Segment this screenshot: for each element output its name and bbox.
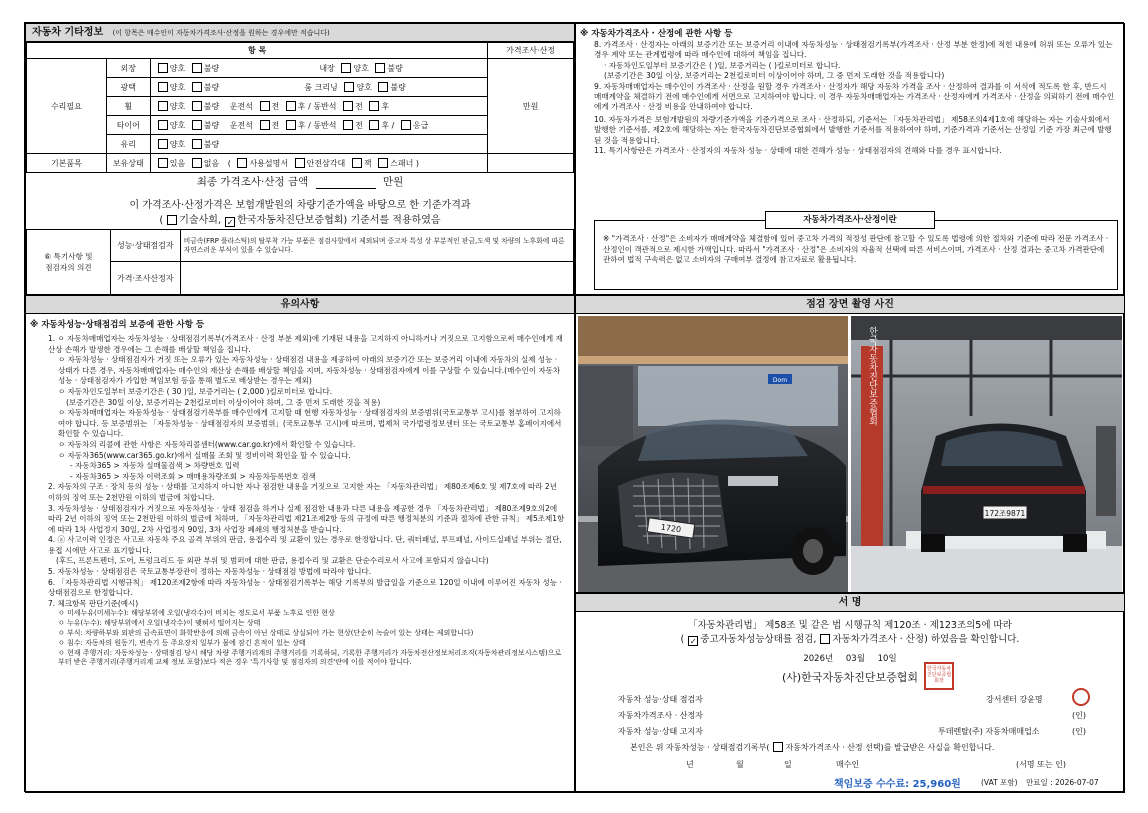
checkbox-condition-check[interactable]: ✓ [689, 637, 697, 646]
checkbox-bad[interactable] [375, 63, 385, 73]
note-7-sub-1: ㅇ 누유(누수): 해당부위에서 오일(냉각수)이 맺혀서 떨어지는 상태 [58, 619, 261, 628]
opt-label: 잭 [363, 158, 372, 168]
row-exterior [150, 59, 487, 78]
basis-line1: 이 가격조사·산정가격은 보험개발원의 차량기준가액을 바탕으로 한 기준가격과 [129, 200, 471, 211]
row-label-interior: 내장 [319, 63, 335, 73]
sign-row-notifier-name: 투데렌탈(주) 자동차매매업소 [938, 727, 1040, 736]
checkbox-rear[interactable] [369, 101, 379, 111]
checkbox-front[interactable] [260, 120, 270, 130]
note-2: 2. 자동차의 구조 · 장치 등의 성능 · 상태를 고지하지 아니한 자나 점검한 내용을 거짓으로 고지한 자는 「자동차관리법」 제80조제6호 및 제7호에 따라 2년 이하의 징역 또는 2천만원 이하의 벌금에 처합니다. [48, 482, 557, 502]
row-label-glass: 유리 [106, 135, 150, 154]
price-terms-title: ※ 자동차가격조사 · 산정에 관한 사항 등 [580, 29, 733, 39]
checkbox-spare[interactable] [401, 120, 411, 130]
checkbox-good[interactable] [158, 63, 168, 73]
inspection-photo-rear [851, 316, 1122, 592]
note-1: 1. ㅇ 자동차매매업자는 자동차성능 · 상태점검기록부(가격조사 · 산정 부분 제외)에 기재된 내용을 고지하지 아니하거나 거짓으로 고지함으로써 매수인에게 재산상 손해가 발생한 경우에는 그 손해를 배상할 책임을 집니다. [48, 334, 563, 354]
checkbox-jack[interactable] [352, 158, 362, 168]
note-1-sub-0: ㅇ 자동차성능 · 상태점검자가 거짓 또는 오류가 있는 자동차성능 · 상태점검 내용을 제공하여 아래의 보증기간 또는 보증거리 이내에 자동차의 실제 성능 · 상태가 다른 경우, 자동차매매업자는 매수인의 재산상 손해를 배상할 책임을 지며, 자동차성능 · 상태점검자에게 이를 구상할 수 있습니다.(매수인이 자동차성능 · 상태점검자가 가입한 책임보험 등을 통해 별도로 배상받는 경우는 제외) [58, 355, 561, 386]
price-term-8: 8. 가격조사 · 산정자는 아래의 보증기간 또는 보증거리 이내에 자동차성능 · 상태점검기록부(가격조사 · 산정 부분 한정)에 적힌 내용에 허위 또는 오류가 있는 경우 계약 또는 관계법령에 따라 매수인에 대하여 책임을 집니다. [594, 40, 1113, 60]
checkbox-triangle[interactable] [295, 158, 305, 168]
checkbox-bad[interactable] [378, 82, 388, 92]
price-definition-box [594, 215, 1118, 290]
inspector-opinion: 비금속(FRP 플라스틱)의 탈부착 가능 부품은 점검사항에서 제외되며 중고차 특성 상 부분적인 판금,도색 및 차량의 노후화에 따른 자연스러운 부식이 있을 수 있습니다. [180, 230, 573, 262]
store-sign-text: Dom [772, 377, 788, 384]
opt-label: 전 [355, 120, 363, 130]
checkbox-manual[interactable] [237, 158, 247, 168]
price-inspector-label: 가격·조사산정자 [110, 262, 180, 295]
buyer-month: 월 [736, 760, 744, 769]
sign-row-inspector-label: 자동차 성능·상태 점검자 [618, 695, 703, 704]
final-price-unit: 만원 [382, 176, 404, 188]
final-price-label: 최종 가격조사·산정 금액 [196, 176, 309, 188]
opt-label: 후 [381, 101, 390, 111]
price-term-11: 11. 특기사항란은 가격조사 · 산정자의 자동차 성능 · 상태에 대한 견해가 성능 · 상태점검자의 견해와 다를 경우 표시합니다. [594, 146, 1002, 156]
plate-rear: 172조9871 [984, 509, 1026, 518]
note-7-sub-4: ㅇ 현재 주행거리: 자동차성능 · 상태점검 당시 해당 차량 주행거리계의 주행거리를 기록하되, 기록한 주행거리가 자동차전산정보처리조직(자동차관리정보시스템)으로부터 받은 주행거리(주행거리계 교체 정보 포함)보다 적은 경우 '특기사항 및 점검자의 의견'란에 이를 적어야 합니다. [58, 648, 562, 667]
warranty-fee: 책임보증 수수료: 25,960원 [834, 779, 961, 790]
opt-label: 후 [297, 101, 306, 111]
photos-header: 점검 장면 촬영 사진 [576, 296, 1124, 314]
price-term-9: 9. 자동차매매업자는 매수인이 가격조사 · 산정을 원할 경우 가격조사 · 산정자가 해당 자동차 가격을 조사 · 산정하여 결과를 이 서식에 적도록 한 후, 반드시 매매계약을 체결하기 전에 매수인에게 서면으로 고지하여야 합니다. 이 경우 자동차매매업자는 가격조사 · 산정자에게 가격조사 · 산정을 의뢰하기 전에 매수인에게 가격조사 · 산정 비용을 안내하여야 합니다. [594, 81, 1115, 112]
warranty-fee-vat: (VAT 포함) [981, 778, 1018, 787]
checkbox-price-check[interactable] [820, 634, 830, 644]
vehicle-other-info-panel [25, 23, 575, 295]
note-1-sub-1: ㅇ 자동차인도일부터 보증기간은 ( 30 )일, 보증거리는 ( 2,000 )킬로미터로 합니다. [58, 386, 333, 396]
basis-line2 [26, 211, 574, 227]
price-definition-title: 자동차가격조사·산정이란 [765, 211, 935, 229]
opt-label: 양호 [169, 101, 186, 111]
checkbox-bad[interactable] [192, 63, 202, 73]
seat-label: 운전석 [229, 120, 253, 130]
opt-label: 자동차가격조사 · 산정) 하였음을 확인합니다. [832, 634, 1020, 645]
special-table [26, 229, 574, 295]
checkbox-rear[interactable] [286, 120, 296, 130]
sign-row-notifier-seal: (인) [1072, 727, 1086, 736]
buyer-label: 매수인 [836, 760, 860, 769]
opt-label: 양호 [169, 139, 186, 149]
opt-label: 불량 [387, 63, 403, 73]
row-label-room-cleaning: 룸 크리닝 [304, 82, 338, 92]
repair-table [26, 42, 574, 173]
checkbox-bad[interactable] [192, 101, 202, 111]
photo-rear-svg [851, 316, 1122, 592]
checkbox-good[interactable] [158, 101, 168, 111]
row-label-gloss: 광택 [106, 78, 150, 97]
sign-year: 2026년 [803, 654, 834, 664]
notes-panel [25, 295, 575, 793]
checkbox-spanner[interactable] [378, 158, 388, 168]
checkbox-good[interactable] [341, 63, 351, 73]
sign-row-price-seal: (인) [1072, 711, 1086, 720]
opt-label: 있음 [169, 158, 186, 168]
sign-day: 10일 [877, 654, 897, 664]
opt-label: 한국자동차진단보증협회 [237, 215, 344, 226]
checkbox-front[interactable] [343, 120, 353, 130]
note-1-sub-6: - 자동차365 > 자동차 실매물검색 > 차량번호 입력 [70, 461, 240, 471]
passenger-label: / 동반석 [308, 101, 337, 111]
confirm-text-b: 자동차가격조사 · 산정 선택)를 발급받은 사실을 확인합니다. [785, 743, 995, 752]
checkbox-bad[interactable] [192, 120, 202, 130]
row-basic-items [150, 154, 487, 173]
opt-label: 양호 [169, 120, 186, 130]
checkbox-rear[interactable] [286, 101, 296, 111]
note-4: 4. ⓐ 사고이력 인정은 사고로 자동차 주요 골격 부위의 판금, 용접수리 및 교환이 있는 경우로 한정합니다. 단, 쿼터패널, 루프패널, 사이드실패널 부위는 절단, 용접 시에만 사고로 표기합니다. [48, 535, 562, 555]
row-tire [150, 116, 487, 135]
photos-area [576, 316, 1124, 592]
opt-label: 전 [355, 101, 363, 111]
opt-label: 스패너 [390, 158, 414, 168]
buyer-day: 일 [784, 760, 792, 769]
note-1-sub-3: ㅇ 자동차매매업자는 자동차성능 · 상태점검기록부를 매수인에게 고지할 때 현행 자동차성능 · 상태점검자의 보증범위(국토교통부 고시)를 첨부하여 고지하여야 합니다. 등 보증범위는 「자동차성능 · 상태점검자의 보증범위」(국토교통부 고시)에 따르며, 법제처 국가법령정보센터 또는 국토교통부 홈페이지에서 확인할 수 있습니다. [58, 408, 562, 439]
photo-front-svg [578, 316, 848, 592]
warranty-expiry: 만료일 : 2026-07-07 [1026, 778, 1099, 787]
row-label-wheel: 휠 [106, 97, 150, 116]
final-price-line [26, 174, 574, 189]
price-term-10: 10. 자동차가격은 보험개발원의 차량기준가액을 기준가격으로 조사 · 산정하되, 기준서는 「자동차관리법」 제58조의4제1호에 해당하는 자는 기술사회에서 발행한 기준서를, 제2호에 해당하는 자는 한국자동차진단보증협회에서 발행한 기준서를 적용하여야 하며, 기준가격과 기준서는 산정일 기준 가장 최근에 발행된 것을 적용합니다. [594, 114, 1112, 145]
inspection-record-page [24, 22, 1124, 792]
checkbox-good[interactable] [344, 82, 354, 92]
note-1-sub-4: ㅇ 자동차의 리콜에 관한 사항은 자동차리콜센터(www.car.go.kr)에서 확인할 수 있습니다. [58, 439, 356, 449]
group-basic: 기본품목 [27, 154, 107, 173]
note-1-sub [48, 355, 566, 482]
checkbox-bad[interactable] [192, 82, 202, 92]
note-7: 7. 체크항목 판단기준(예시) [48, 598, 139, 608]
opt-label: 사용설명서 [249, 158, 289, 168]
checkbox-bad[interactable] [192, 139, 202, 149]
opt-label: 양호 [353, 63, 369, 73]
final-price-input[interactable] [316, 176, 376, 189]
opt-label: 전 [271, 101, 280, 111]
paren: ( [680, 634, 685, 645]
row-wheel [150, 97, 487, 116]
checkbox-kadia[interactable]: ✓ [226, 218, 234, 227]
note-6: 6. 「자동차관리법 시행규칙」 제120조제2항에 따라 자동차성능 · 상태점검기록부는 해당 기록부의 발급일을 기준으로 120일 이내에 이루어진 자동차 성능 · 상태점검으로 한정합니다. [48, 577, 562, 598]
checkbox-good[interactable] [158, 139, 168, 149]
price-definition-text: ※ "가격조사 · 산정"은 소비자가 매매계약을 체결함에 있어 중고차 가격의 적정성 판단에 참고할 수 있도록 법령에 의한 절차와 기준에 따라 전문 가격조사 · 산정인이 객관적으로 제시한 가액입니다. 따라서 "가격조사 · 산정"은 소비자의 자율적 선택에 따른 서비스이며, 가격조사 · 산정 결과는 중고차 가격판단에 관하여 법적 구속력은 없고 소비자의 구매여부 결정에 참고자료로 활용됩니다. [603, 234, 1109, 264]
sign-confirm-line [576, 631, 1124, 646]
opt-label: 불량 [203, 120, 220, 130]
price-term-8-note: (보증기간은 30일 이상, 보증거리는 2천킬로미터 이상이어야 하며, 그 중 먼저 도래한 것을 적용합니다) [604, 71, 945, 81]
opt-label: 후 [381, 120, 390, 130]
row-label-tire: 타이어 [106, 116, 150, 135]
inspector-seal-icon [1072, 688, 1090, 706]
opt-label: 없음 [203, 158, 220, 168]
photos-panel [575, 295, 1125, 593]
sign-row-notifier-label: 자동차 성능·상태 고지자 [618, 727, 703, 736]
checkbox-good[interactable] [158, 82, 168, 92]
note-1-sub-5: ㅇ 자동차365(www.car365.go.kr)에서 실매물 조회 및 정비이력 확인을 할 수 있습니다. [58, 450, 351, 460]
checkbox-none[interactable] [192, 158, 202, 168]
opt-label: 응급 [412, 120, 429, 130]
seat-label: 운전석 [229, 101, 253, 111]
col-price-header: 가격조사·산정 [488, 43, 574, 59]
special-notes-label: ⑥ 특기사항 및 점검자의 의견 [27, 230, 111, 295]
note-7-sub-3: ㅇ 침수: 자동차의 원동기, 변속기 등 주요장치 일부가 물에 잠긴 흔적이 있는 상태 [58, 638, 306, 647]
opt-label: 기술사회, [179, 215, 222, 226]
signature-panel [575, 593, 1125, 793]
sign-row-price-label: 자동차가격조사 · 산정자 [618, 711, 703, 720]
opt-label: 중고자동차성능상태를 점검, [700, 634, 817, 645]
price-term-8-period: · 자동차인도일부터 보증기간은 ( )일, 보증거리는 ( )킬로미터로 합니다. [604, 60, 841, 70]
passenger-label: / 동반석 [308, 120, 337, 130]
paren: ( [159, 215, 164, 226]
price-terms-list [576, 40, 1124, 156]
note-4-detail: (후드, 프론트펜더, 도어, 트렁크리드 등 외판 부위 및 범퍼에 대한 판금, 용접수리 및 교환은 단순수리로서 사고에 포함되지 않습니다) [56, 556, 489, 566]
note-7-sub [48, 609, 566, 668]
org-seal-stamp: 한국자동차진단보증협회장 [924, 662, 954, 690]
price-value: 만원 [488, 59, 574, 154]
note-1-sub-2: (보증기간은 30일 이상, 보증거리는 2천킬로미터 이상이어야 하며, 그 중 먼저 도래한 것을 적용) [66, 397, 381, 407]
row-glass [150, 135, 487, 154]
empty-cell [488, 154, 574, 173]
vehicle-other-info-header [26, 24, 574, 42]
checkbox-tech-society[interactable] [167, 215, 177, 225]
col-item-header: 항 목 [27, 43, 488, 59]
opt-label: 양호 [169, 82, 186, 92]
inspection-photo-front [578, 316, 848, 592]
section-note: (이 항목은 매수인이 자동차가격조사·산정을 원하는 경우에만 적습니다) [112, 29, 330, 37]
buyer-confirm-line [630, 742, 994, 753]
opt-label: 불량 [203, 101, 220, 111]
note-7-sub-0: ㅇ 미세누유(미세누수): 해당부위에 오일(냉각수)이 비치는 정도로서 부품 노후로 인한 현상 [58, 609, 335, 618]
sign-row-inspector-name: 강서센터 강윤명 [986, 695, 1043, 704]
checkbox-front[interactable] [343, 101, 353, 111]
price-terms-panel [575, 23, 1125, 295]
paren: ( [227, 158, 231, 168]
opt-label: 불량 [203, 82, 220, 92]
checkbox-buyer-price[interactable] [773, 742, 783, 752]
sign-month: 03월 [845, 654, 865, 664]
opt-label: 불량 [203, 139, 220, 149]
spare-sep: / [391, 120, 395, 130]
checkbox-rear[interactable] [369, 120, 379, 130]
note-3: 3. 자동차성능 · 상태점검자가 거짓으로 자동차성능 · 상태 점검을 하거나 실제 점검한 내용과 다른 내용을 제공한 경우 「자동차관리법」 제80조제9호의2에 따라 2년 이하의 징역 또는 2천만원 이하의 벌금에 처하며, 「자동차관리법 제21조제2항 등의 규정에 따른 행정처분의 기준과 절차에 관한 규칙」 제5조제1항에 따라 1차 사업정지 30일, 2차 사업정지 90일, 3차 사업장 폐쇄의 행정처분을 받습니다. [48, 503, 565, 534]
notes-subtitle: ※ 자동차성능·상태점검의 보증에 관한 사항 등 [30, 320, 205, 330]
confirm-text-a: 본인은 위 자동차성능 · 상태점검기록부( [630, 743, 770, 752]
plate-front: 1720 [660, 522, 682, 535]
row-label-exterior: 외장 [106, 59, 150, 78]
row-gloss [150, 78, 487, 97]
buyer-sign[interactable]: (서명 또는 인) [1016, 760, 1066, 769]
notes-list [26, 332, 574, 668]
opt-label: 불량 [203, 63, 220, 73]
sign-legal-line: 「자동차관리법」 제58조 및 같은 법 시행규칙 제120조 · 제123조의5에 따라 [688, 620, 1012, 631]
inspector-label: 성능·상태점검자 [110, 230, 180, 262]
banner-text: 한국자동차진단보증협회 [867, 326, 877, 426]
checkbox-good[interactable] [158, 120, 168, 130]
opt-label: 불량 [390, 82, 406, 92]
opt-label: 후 [297, 120, 306, 130]
row-label-status: 보유상태 [106, 154, 150, 173]
note-7-sub-2: ㅇ 부식: 차량하부와 외판의 금속표면이 화학반응에 의해 금속이 아닌 상태로 상실되어 가는 현상(단순히 녹슬어 있는 상태는 제외합니다) [58, 629, 474, 638]
opt-label: 양호 [356, 82, 372, 92]
section-title: 자동차 기타정보 [32, 27, 104, 38]
opt-label: 안전삼각대 [306, 158, 346, 168]
sign-org: (사)한국자동차진단보증협회 [781, 671, 919, 684]
checkbox-front[interactable] [260, 101, 270, 111]
basis-end: ) 기준서를 적용하였음 [343, 215, 441, 226]
group-repair: 수리필요 [27, 59, 107, 154]
paren: ) [415, 158, 419, 168]
opt-label: 전 [271, 120, 280, 130]
signature-header: 서 명 [576, 594, 1124, 612]
buyer-year: 년 [686, 760, 694, 769]
price-inspector-opinion[interactable] [180, 262, 573, 295]
sign-date [576, 652, 1124, 664]
checkbox-have[interactable] [158, 158, 168, 168]
note-1-sub-7: - 자동차365 > 자동차 이력조회 > 매매용차량조회 > 자동차등록번호 검색 [70, 471, 316, 481]
notes-header: 유의사항 [26, 296, 574, 314]
note-5: 5. 자동차성능 · 상태점검은 국토교통부장관이 정하는 자동차성능 · 상태점검 방법에 따라야 합니다. [48, 567, 372, 577]
opt-label: 양호 [169, 63, 186, 73]
